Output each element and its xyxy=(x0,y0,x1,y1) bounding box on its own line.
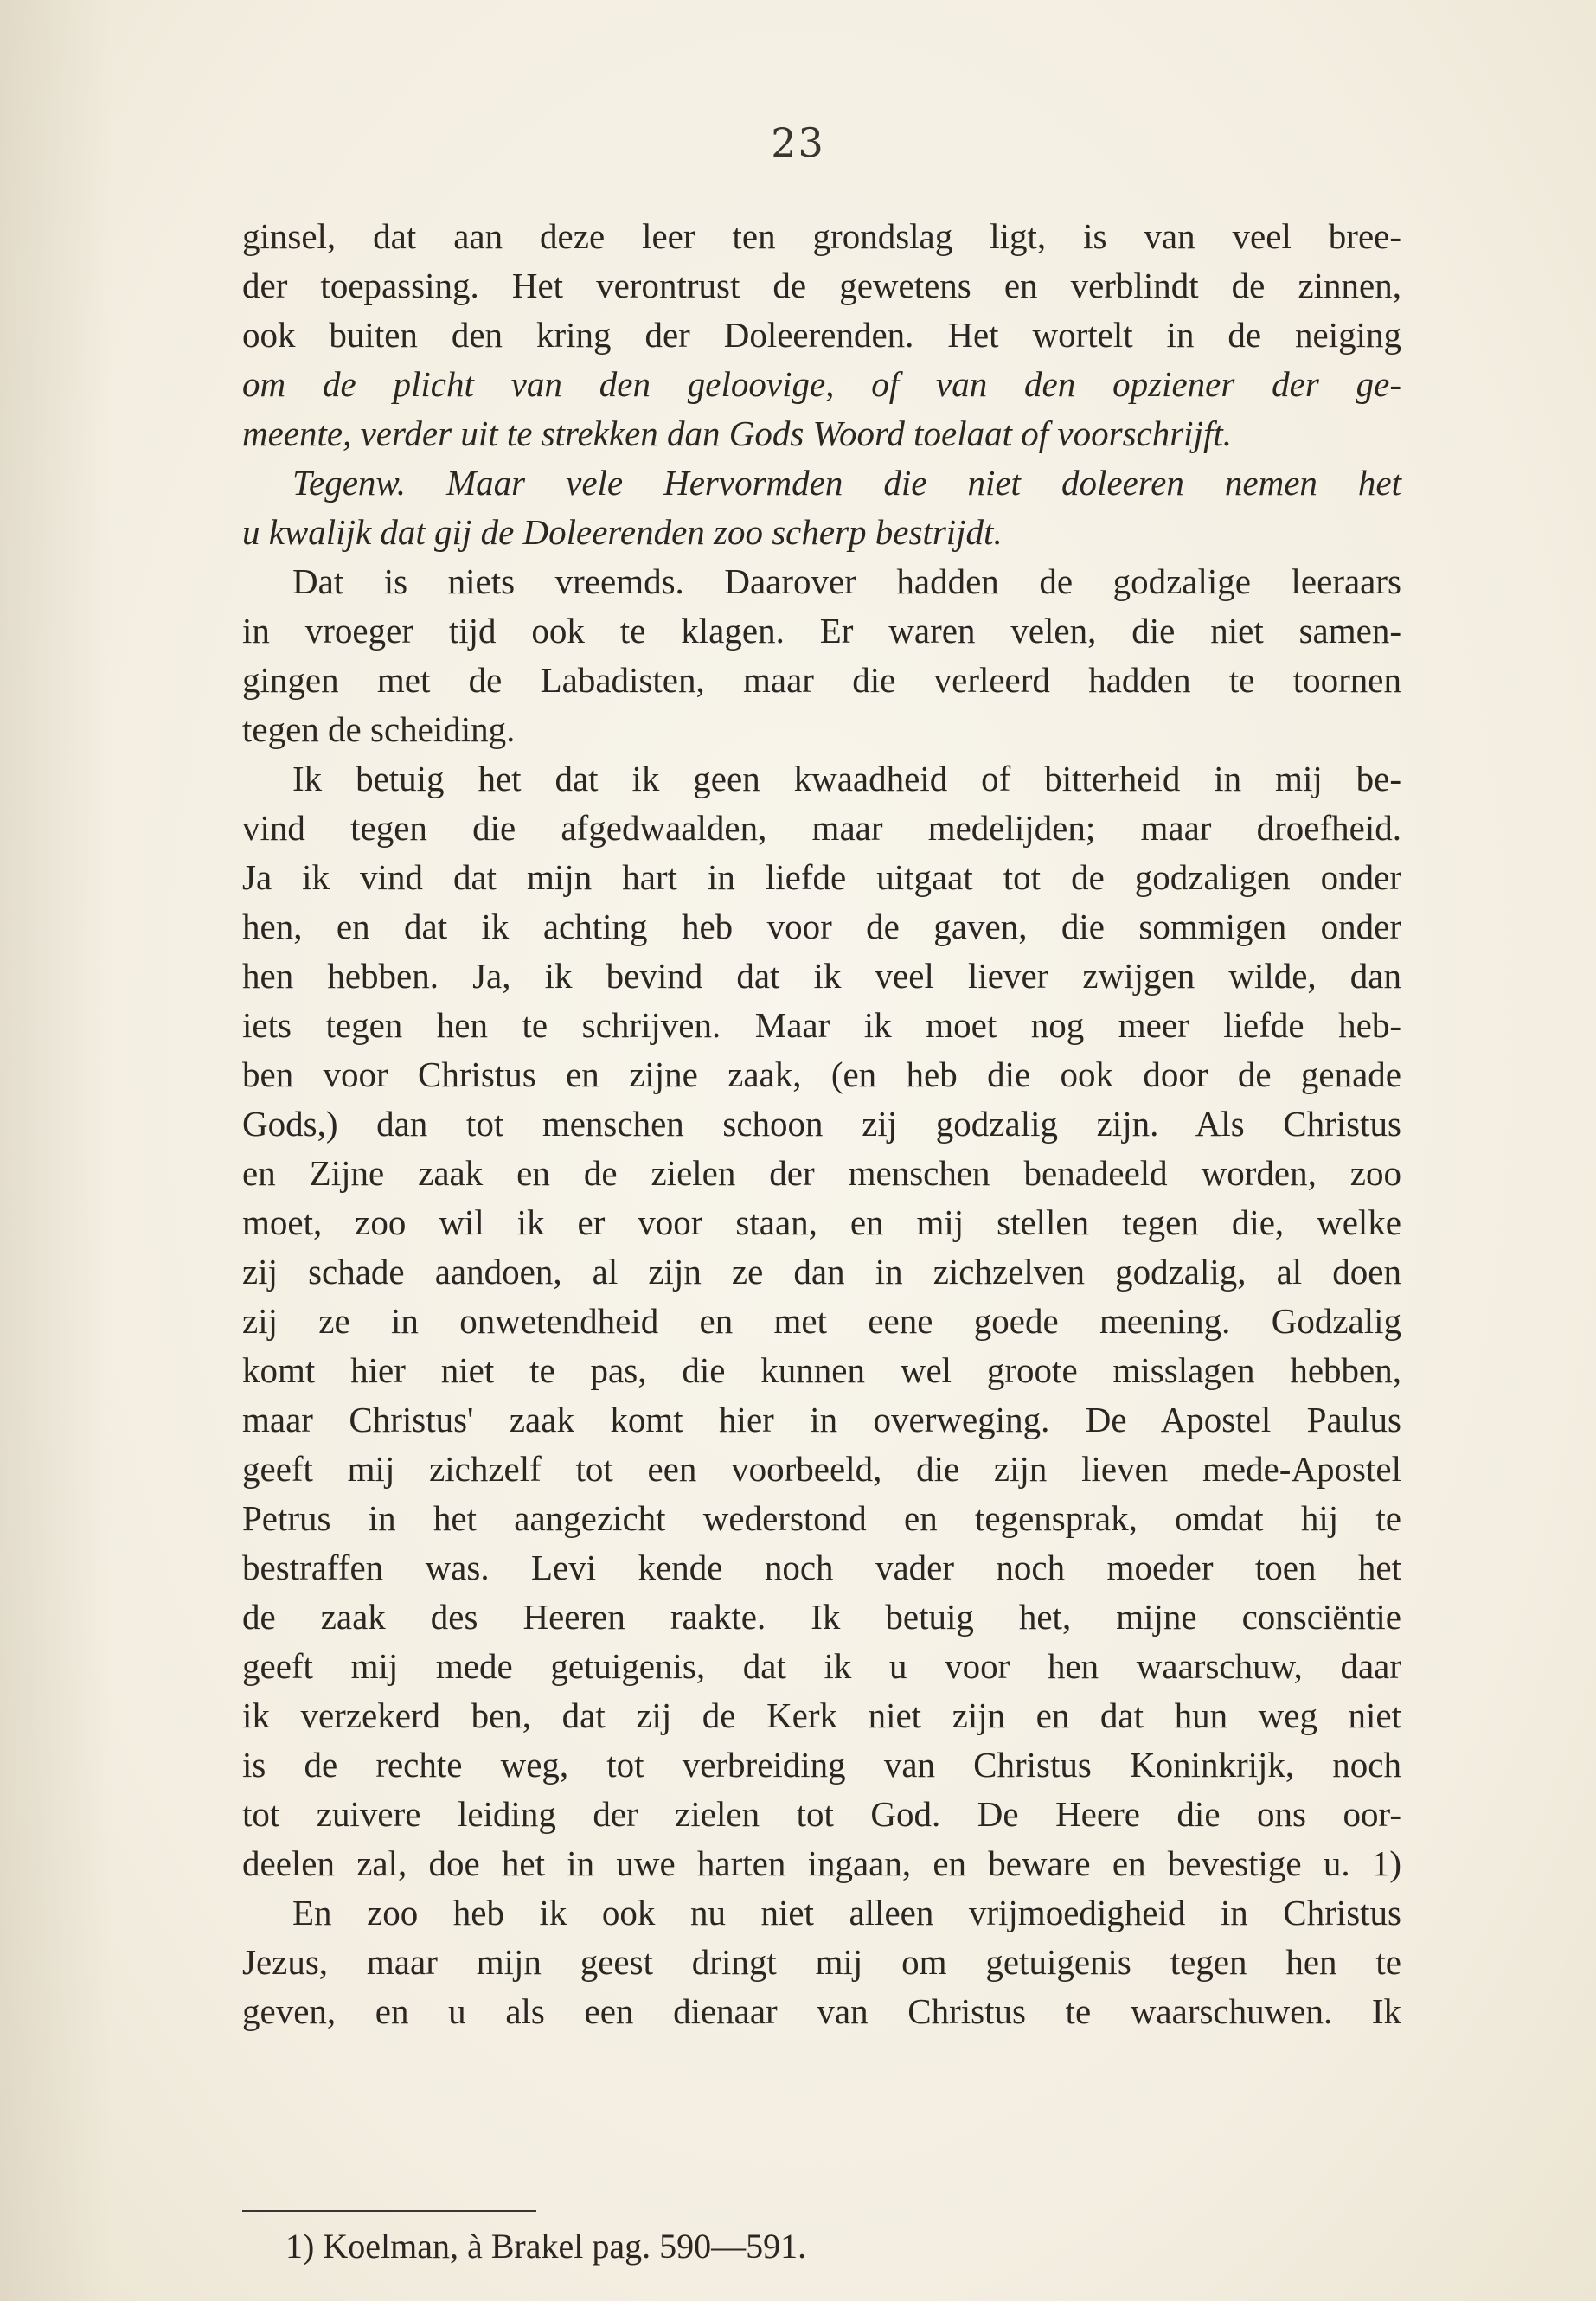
text-line: tot zuivere leiding der zielen tot God. De Heere die ons oor- xyxy=(242,1794,1401,1834)
page-number: 23 xyxy=(771,119,825,166)
text-line: in vroeger tijd ook te klagen. Er waren velen, die niet samen- xyxy=(242,611,1401,651)
text-line: moet, zoo wil ik er voor staan, en mij stellen tegen die, welke xyxy=(242,1202,1401,1242)
text-line: hen, en dat ik achting heb voor de gaven, die sommigen onder xyxy=(242,907,1401,946)
text-line: ook buiten den kring der Doleerenden. Het wortelt in de neiging xyxy=(242,315,1401,355)
text-line: geven, en u als een dienaar van Christus te waarschuwen. Ik xyxy=(242,1991,1401,2031)
page-edge-shadow xyxy=(0,0,112,2301)
text-line: om de plicht van den geloovige, of van den opziener der ge- xyxy=(242,364,1401,404)
text-line: der toepassing. Het verontrust de gewetens en verblindt de zinnen, xyxy=(242,266,1401,305)
text-line: meente, verder uit te strekken dan Gods Woord toelaat of voorschrijft. xyxy=(242,413,1232,453)
text-line: ginsel, dat aan deze leer ten grondslag ligt, is van veel bree- xyxy=(242,216,1401,256)
text-line: geeft mij zichzelf tot een voorbeeld, die zijn lieven mede-Apostel xyxy=(242,1449,1401,1489)
text-line: is de rechte weg, tot verbreiding van Christus Koninkrijk, noch xyxy=(242,1745,1401,1785)
text-line: zij ze in onwetendheid en met eene goede meening. Godzalig xyxy=(242,1301,1401,1341)
text-line: hen hebben. Ja, ik bevind dat ik veel liever zwijgen wilde, dan xyxy=(242,956,1401,996)
text-line: Jezus, maar mijn geest dringt mij om getuigenis tegen hen te xyxy=(242,1942,1401,1982)
text-line: zij schade aandoen, al zijn ze dan in zichzelven godzalig, al doen xyxy=(242,1252,1401,1292)
text-line: ben voor Christus en zijne zaak, (en heb die ook door de genade xyxy=(242,1054,1401,1094)
text-line: Dat is niets vreemds. Daarover hadden de godzalige leeraars xyxy=(292,561,1401,601)
text-line: geeft mij mede getuigenis, dat ik u voor hen waarschuw, daar xyxy=(242,1646,1401,1686)
text-line: Ja ik vind dat mijn hart in liefde uitgaat tot de godzaligen onder xyxy=(242,857,1401,897)
text-line: Gods,) dan tot menschen schoon zij godzalig zijn. Als Christus xyxy=(242,1104,1401,1144)
text-line: u kwalijk dat gij de Doleerenden zoo scherp bestrijdt. xyxy=(242,512,1003,552)
text-line: ik verzekerd ben, dat zij de Kerk niet zijn en dat hun weg niet xyxy=(242,1695,1401,1735)
text-line: bestraffen was. Levi kende noch vader noch moeder toen het xyxy=(242,1548,1401,1587)
text-line: komt hier niet te pas, die kunnen wel groote misslagen hebben, xyxy=(242,1350,1401,1390)
text-line: vind tegen die afgedwaalden, maar medelijden; maar droefheid. xyxy=(242,808,1401,848)
text-line: iets tegen hen te schrijven. Maar ik moet nog meer liefde heb- xyxy=(242,1005,1401,1045)
text-line: maar Christus' zaak komt hier in overweging. De Apostel Paulus xyxy=(242,1400,1401,1439)
text-line: En zoo heb ik ook nu niet alleen vrijmoedigheid in Christus xyxy=(292,1893,1401,1932)
text-line: deelen zal, doe het in uwe harten ingaan, en beware en bevestige u. 1) xyxy=(242,1843,1401,1883)
footnote: 1) Koelman, à Brakel pag. 590—591. xyxy=(285,2227,807,2266)
text-line: Ik betuig het dat ik geen kwaadheid of bitterheid in mij be- xyxy=(292,759,1401,798)
footnote-divider xyxy=(242,2210,536,2212)
text-line: gingen met de Labadisten, maar die verleerd hadden te toornen xyxy=(242,660,1401,700)
text-line: de zaak des Heeren raakte. Ik betuig het, mijne consciëntie xyxy=(242,1597,1401,1637)
body-text xyxy=(242,212,1401,2036)
text-line: tegen de scheiding. xyxy=(242,709,516,749)
text-line: en Zijne zaak en de zielen der menschen benadeeld worden, zoo xyxy=(242,1153,1401,1193)
text-line: Tegenw. Maar vele Hervormden die niet doleeren nemen het xyxy=(292,463,1401,503)
text-line: Petrus in het aangezicht wederstond en tegensprak, omdat hij te xyxy=(242,1498,1401,1538)
